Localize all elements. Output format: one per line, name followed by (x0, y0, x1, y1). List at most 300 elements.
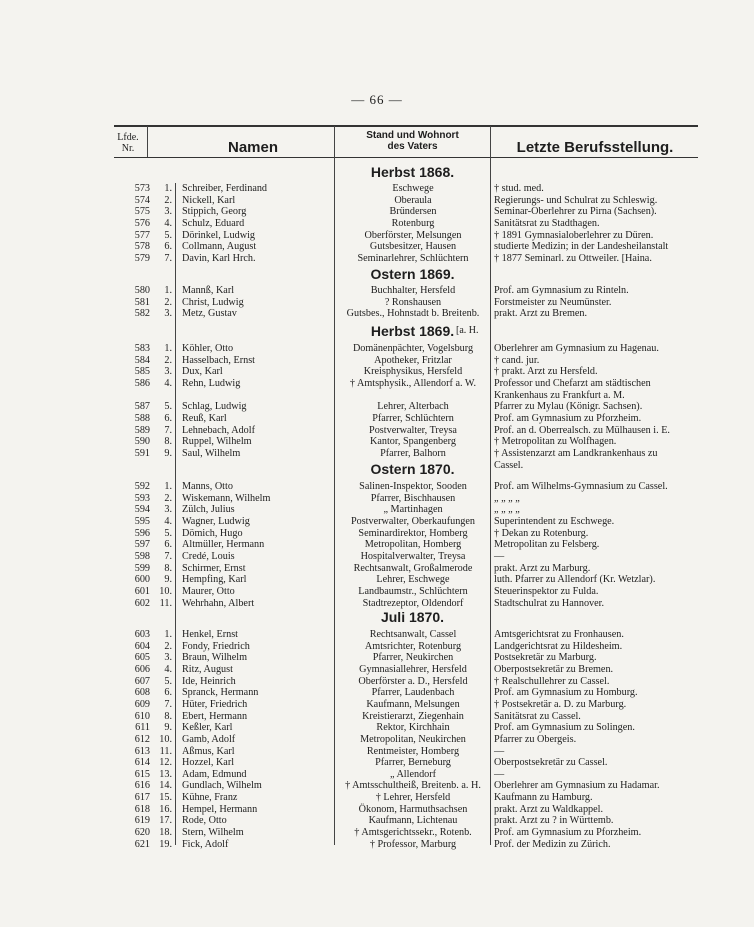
last-occupation: prakt. Arzt zu Waldkappel. (494, 803, 604, 815)
table-row (0, 839, 754, 851)
row-index: 9. (164, 447, 172, 459)
father-occupation: Pfarrer, Bischhausen (370, 492, 456, 504)
last-occupation: Prof. der Medizin zu Zürich. (494, 838, 611, 850)
row-index: 3. (164, 504, 172, 516)
table-row (0, 183, 754, 195)
father-occupation: † Amtsgerichtssekr., Rotenb. (354, 827, 472, 838)
last-occupation: Oberpostsekretär zu Cassel. (494, 757, 608, 769)
student-name: Dörinkel, Ludwig (182, 229, 255, 241)
row-number: 586 (134, 377, 150, 389)
row-index: 4. (164, 218, 172, 229)
last-occupation: Kaufmann zu Hamburg. (494, 792, 593, 804)
father-occupation: Oberförster, Melsungen (364, 229, 462, 241)
student-name: Hasselbach, Ernst (182, 354, 255, 366)
row-index: 12. (159, 757, 172, 769)
father-occupation: Ökonom, Harmuthsachsen (358, 803, 468, 815)
row-number: 615 (134, 768, 150, 780)
student-name: Aßmus, Karl (182, 745, 235, 757)
row-index: 2. (164, 492, 172, 504)
table-row (0, 241, 754, 253)
student-name: Christ, Ludwig (182, 296, 244, 308)
student-name: Davin, Karl Hrch. (182, 252, 256, 264)
row-index: 6. (164, 412, 172, 424)
last-occupation: Regierungs- und Schulrat zu Schleswig. (494, 194, 658, 206)
father-occupation: Buchhalter, Hersfeld (370, 285, 456, 296)
student-name: Dux, Karl (182, 366, 223, 378)
row-number: 610 (134, 710, 150, 722)
header-top-rule (114, 125, 698, 127)
row-number: 593 (134, 492, 150, 504)
row-number: 595 (134, 515, 150, 527)
student-name: Manns, Otto (182, 481, 233, 492)
last-occupation: Krankenhaus zu Frankfurt a. M. (494, 389, 625, 401)
last-occupation: † cand. jur. (494, 354, 540, 366)
student-name: Henkel, Ernst (182, 629, 239, 640)
row-index: 10. (159, 733, 172, 745)
father-occupation: Postverwalter, Treysa (369, 424, 457, 436)
row-number: 577 (134, 229, 150, 241)
last-occupation: † 1877 Seminarl. zu Ottweiler. [Haina. (494, 252, 652, 264)
row-index: 7. (164, 424, 172, 436)
row-index: 5. (164, 401, 172, 413)
father-occupation: Stadtrezeptor, Oldendorf (362, 597, 464, 609)
student-name: Wagner, Ludwig (182, 515, 250, 527)
student-name: Köhler, Otto (182, 343, 234, 354)
father-occupation: Oberförster a. D., Hersfeld (358, 675, 468, 687)
row-index: 4. (164, 377, 172, 389)
header-divider (147, 126, 148, 157)
header-stand-line2: des Vaters (387, 141, 438, 152)
row-number: 607 (134, 675, 150, 687)
header-bottom-rule (114, 157, 698, 158)
student-name: Stern, Wilhelm (182, 827, 244, 838)
last-occupation: † prakt. Arzt zu Hersfeld. (494, 366, 598, 378)
student-name: Hüter, Friedrich (182, 698, 248, 710)
table-row (0, 827, 754, 839)
last-occupation: Prof. am Wilhelms-Gymnasium zu Cassel. (494, 481, 668, 492)
father-occupation: Domänenpächter, Vogelsburg (352, 343, 474, 354)
row-number: 583 (134, 343, 150, 354)
row-number: 600 (134, 574, 150, 586)
row-index: 8. (164, 562, 172, 574)
father-occupation: † Amtsphysik., Allendorf a. W. (349, 377, 477, 389)
table-row (0, 687, 754, 699)
row-index: 9. (164, 574, 172, 586)
father-occupation: Salinen-Inspektor, Sooden (359, 481, 467, 492)
last-occupation: Superintendent zu Eschwege. (494, 515, 615, 527)
table-row (0, 757, 754, 769)
header-lfde-nr (114, 132, 142, 154)
row-index: 5. (164, 527, 172, 539)
last-occupation: prakt. Arzt zu Bremen. (494, 308, 588, 320)
father-occupation: Hospitalverwalter, Treysa (360, 550, 466, 562)
row-number: 584 (134, 354, 150, 366)
father-occupation: Kantor, Spangenberg (370, 436, 456, 448)
row-index: 4. (164, 663, 172, 675)
table-row (0, 230, 754, 242)
student-name: Schreiber, Ferdinand (182, 183, 268, 194)
table-row (0, 206, 754, 218)
row-index: 8. (164, 436, 172, 448)
table-row (0, 586, 754, 598)
father-occupation: Kreisphysikus, Hersfeld (363, 366, 463, 378)
father-occupation: Pfarrer, Laudenbach (371, 687, 455, 699)
last-occupation: „ „ „ „ (494, 492, 520, 504)
row-index: 10. (159, 585, 172, 597)
table-row (0, 780, 754, 792)
father-occupation: † Amtsschultheiß, Breitenb. a. H. (345, 780, 481, 792)
row-index: 6. (164, 687, 172, 699)
last-occupation: „ „ „ „ (494, 504, 520, 516)
row-number: 618 (134, 803, 150, 815)
father-occupation: ? Ronshausen (384, 296, 442, 308)
section-title: Juli 1870. (380, 609, 445, 625)
header-namen: Namen (227, 139, 279, 156)
table-row (0, 355, 754, 367)
father-occupation: „ Allendorf (389, 768, 437, 780)
row-index: 1. (164, 343, 172, 354)
row-number: 611 (135, 722, 150, 734)
table-row (0, 413, 754, 425)
table-row (0, 297, 754, 309)
row-number: 578 (134, 241, 150, 253)
last-occupation: Oberpostsekretär zu Bremen. (494, 663, 614, 675)
last-occupation: Cassel. (494, 459, 524, 471)
table-row (0, 722, 754, 734)
last-occupation: Pfarrer zu Obergeis. (494, 733, 577, 745)
row-index: 17. (159, 815, 172, 827)
row-number: 608 (134, 687, 150, 699)
last-occupation: Prof. am Gymnasium zu Homburg. (494, 687, 638, 699)
row-number: 574 (134, 194, 150, 206)
section-note: [a. H. (456, 325, 479, 336)
header-lfde: Lfde. (117, 132, 139, 143)
father-occupation: Metropolitan, Homberg (364, 539, 462, 551)
row-number: 617 (134, 792, 150, 804)
row-index: 9. (164, 722, 172, 734)
header-stand (335, 130, 490, 152)
row-index: 13. (159, 768, 172, 780)
student-name: Keßler, Karl (182, 722, 233, 734)
row-number: 592 (134, 481, 150, 492)
last-occupation: Metropolitan zu Felsberg. (494, 539, 600, 551)
row-number: 594 (134, 504, 150, 516)
row-number: 616 (134, 780, 150, 792)
father-occupation: Bründersen (389, 206, 437, 218)
table-row (0, 436, 754, 448)
father-occupation: Pfarrer, Neukirchen (372, 652, 454, 664)
student-name: Nickell, Karl (182, 194, 236, 206)
table-row (0, 711, 754, 723)
table-row (0, 218, 754, 230)
father-occupation: Apotheker, Fritzlar (374, 354, 452, 366)
row-index: 18. (159, 827, 172, 838)
row-number: 575 (134, 206, 150, 218)
row-number: 619 (134, 815, 150, 827)
row-number: 582 (134, 308, 150, 320)
last-occupation: Amtsgerichtsrat zu Fronhausen. (494, 629, 624, 640)
last-occupation: Sanitätsrat zu Cassel. (494, 710, 581, 722)
row-number: 585 (134, 366, 150, 378)
father-occupation: † Professor, Marburg (369, 838, 457, 850)
table-row (0, 746, 754, 758)
row-number: 573 (134, 183, 150, 194)
row-number: 597 (134, 539, 150, 551)
last-occupation: † Metropolitan zu Wolfhagen. (494, 436, 617, 448)
table-row (0, 401, 754, 413)
row-index: 6. (164, 241, 172, 253)
father-occupation: Postverwalter, Oberkaufungen (350, 515, 476, 527)
last-occupation: Oberlehrer am Gymnasium zu Hagenau. (494, 343, 659, 354)
last-occupation: † Realschullehrer zu Cassel. (494, 675, 610, 687)
father-occupation: Eschwege (392, 183, 434, 194)
row-number: 609 (134, 698, 150, 710)
student-name: Maurer, Otto (182, 585, 235, 597)
table-row (0, 734, 754, 746)
row-number: 601 (134, 585, 150, 597)
table-row (0, 676, 754, 688)
table-row (0, 551, 754, 563)
father-occupation: Pfarrer, Schlüchtern (372, 412, 454, 424)
student-name: Credé, Louis (182, 550, 235, 562)
student-name: Ruppel, Wilhelm (182, 436, 252, 448)
row-number: 581 (134, 296, 150, 308)
row-index: 2. (164, 296, 172, 308)
student-name: Altmüller, Hermann (182, 539, 265, 551)
table-row (0, 425, 754, 437)
row-number: 621 (134, 838, 150, 850)
student-name: Reuß, Karl (182, 412, 227, 424)
row-index: 3. (164, 366, 172, 378)
row-number: 614 (134, 757, 150, 769)
student-name: Ide, Heinrich (182, 675, 236, 687)
row-index: 3. (164, 308, 172, 320)
row-index: 7. (164, 252, 172, 264)
row-index: 16. (159, 803, 172, 815)
row-number: 587 (134, 401, 150, 413)
last-occupation: † Dekan zu Rotenburg. (494, 527, 589, 539)
row-index: 3. (164, 206, 172, 218)
row-number: 604 (134, 640, 150, 652)
row-number: 612 (134, 733, 150, 745)
table-row (0, 516, 754, 528)
father-occupation: Lehrer, Eschwege (376, 574, 450, 586)
student-name: Schlag, Ludwig (182, 401, 247, 413)
row-index: 7. (164, 698, 172, 710)
row-number: 579 (134, 252, 150, 264)
last-occupation: Seminar-Oberlehrer zu Pirna (Sachsen). (494, 206, 657, 218)
table-row (0, 481, 754, 493)
last-occupation: Pfarrer zu Mylau (Königr. Sachsen). (494, 401, 643, 413)
table-row (0, 699, 754, 711)
student-name: Gundlach, Wilhelm (182, 780, 262, 792)
section-title: Herbst 1868. (370, 164, 455, 180)
header-nr: Nr. (121, 143, 135, 154)
table-row (0, 792, 754, 804)
last-occupation: Landgerichtsrat zu Hildesheim. (494, 640, 623, 652)
table-row (0, 769, 754, 781)
father-occupation: Lehrer, Alterbach (377, 401, 449, 413)
student-name: Ebert, Hermann (182, 710, 248, 722)
row-number: 620 (134, 827, 150, 838)
row-index: 5. (164, 229, 172, 241)
student-name: Fondy, Friedrich (182, 640, 250, 652)
father-occupation: Rechtsanwalt, Großalmerode (353, 562, 473, 574)
section-title: Herbst 1869. (370, 323, 455, 339)
student-name: Hempel, Hermann (182, 803, 258, 815)
father-occupation: Kaufmann, Lichtenau (368, 815, 458, 827)
row-number: 599 (134, 562, 150, 574)
table-row (0, 815, 754, 827)
student-name: Gamb, Adolf (182, 733, 236, 745)
father-occupation: Seminardirektor, Homberg (358, 527, 468, 539)
row-index: 11. (159, 597, 172, 609)
father-occupation: Pfarrer, Balhorn (380, 447, 446, 459)
table-row (0, 664, 754, 676)
father-occupation: Rechtsanwalt, Cassel (369, 629, 457, 640)
header-letzte-berufsstellung: Letzte Berufsstellung. (516, 139, 674, 156)
father-occupation: † Lehrer, Hersfeld (375, 792, 451, 804)
row-number: 602 (134, 597, 150, 609)
last-occupation: — (494, 745, 505, 757)
last-occupation: Prof. am Gymnasium zu Pforzheim. (494, 412, 642, 424)
last-occupation: Prof. an d. Oberrealsch. zu Mülhausen i. E. (494, 424, 670, 436)
row-index: 15. (159, 792, 172, 804)
student-name: Collmann, August (182, 241, 257, 253)
father-occupation: Metropolitan, Neukirchen (360, 733, 466, 745)
header-stand-line1: Stand und Wohnort (366, 130, 459, 141)
student-name: Adam, Edmund (182, 768, 247, 780)
last-occupation: studierte Medizin; in der Landesheilanstalt (494, 241, 669, 253)
table-row (0, 652, 754, 664)
last-occupation: — (494, 768, 505, 780)
row-number: 603 (134, 629, 150, 640)
row-number: 591 (134, 447, 150, 459)
last-occupation: Stadtschulrat zu Hannover. (494, 597, 605, 609)
row-index: 7. (164, 550, 172, 562)
table-row (0, 528, 754, 540)
father-occupation: Pfarrer, Berneburg (375, 757, 451, 769)
last-occupation: Oberlehrer am Gymnasium zu Hadamar. (494, 780, 660, 792)
father-occupation: Rektor, Kirchhain (376, 722, 450, 734)
student-name: Schirmer, Ernst (182, 562, 246, 574)
page-number: — 66 — (351, 92, 403, 107)
table-row (0, 629, 754, 641)
student-name: Lehnebach, Adolf (182, 424, 255, 436)
table-row (0, 343, 754, 355)
table-row (0, 493, 754, 505)
row-number: 606 (134, 663, 150, 675)
table-row (0, 641, 754, 653)
last-occupation: Steuerinspektor zu Fulda. (494, 585, 599, 597)
row-index: 8. (164, 710, 172, 722)
father-occupation: Amtsrichter, Rotenburg (364, 640, 462, 652)
student-name: Rode, Otto (182, 815, 227, 827)
last-occupation: Prof. am Gymnasium zu Solingen. (494, 722, 635, 734)
student-name: Fick, Adolf (182, 838, 229, 850)
table-row (0, 448, 754, 460)
student-name: Hempfing, Karl (182, 574, 247, 586)
father-occupation: Kreistierarzt, Ziegenhain (362, 710, 464, 722)
row-number: 588 (134, 412, 150, 424)
student-name: Mannß, Karl (182, 285, 235, 296)
row-index: 1. (164, 183, 172, 194)
table-row (0, 563, 754, 575)
row-index: 1. (164, 481, 172, 492)
last-occupation: Postsekretär zu Marburg. (494, 652, 597, 664)
last-occupation: — (494, 550, 505, 562)
row-index: 4. (164, 515, 172, 527)
table-row (0, 366, 754, 378)
last-occupation: † Postsekretär a. D. zu Marburg. (494, 698, 627, 710)
row-index: 2. (164, 640, 172, 652)
row-index: 6. (164, 539, 172, 551)
last-occupation: luth. Pfarrer zu Allendorf (Kr. Wetzlar). (494, 574, 656, 586)
row-index: 5. (164, 675, 172, 687)
last-occupation: † stud. med. (494, 183, 544, 194)
row-number: 598 (134, 550, 150, 562)
father-occupation: Seminarlehrer, Schlüchtern (357, 252, 469, 264)
last-occupation: † 1891 Gymnasialoberlehrer zu Düren. (494, 229, 654, 241)
row-index: 3. (164, 652, 172, 664)
student-name: Braun, Wilhelm (182, 652, 248, 664)
father-occupation: Kaufmann, Melsungen (366, 698, 460, 710)
last-occupation: Prof. am Gymnasium zu Pforzheim. (494, 827, 642, 838)
row-index: 1. (164, 285, 172, 296)
student-name: Spranck, Hermann (182, 687, 259, 699)
row-index: 2. (164, 354, 172, 366)
row-number: 590 (134, 436, 150, 448)
father-occupation: Landbaumstr., Schlüchtern (358, 585, 468, 597)
student-name: Schulz, Eduard (182, 218, 245, 229)
student-name: Dömich, Hugo (182, 527, 243, 539)
student-name: Kühne, Franz (182, 792, 238, 804)
father-occupation: Rotenburg (391, 218, 435, 229)
row-index: 1. (164, 629, 172, 640)
student-name: Rehn, Ludwig (182, 377, 241, 389)
table-row (0, 378, 754, 390)
student-name: Stippich, Georg (182, 206, 247, 218)
row-number: 605 (134, 652, 150, 664)
table-row (0, 804, 754, 816)
table-row (0, 308, 754, 320)
last-occupation: Sanitätsrat zu Stadthagen. (494, 218, 600, 229)
father-occupation: Gymnasiallehrer, Hersfeld (359, 663, 467, 675)
table-row (0, 574, 754, 586)
last-occupation: prakt. Arzt zu Marburg. (494, 562, 591, 574)
student-name: Ritz, August (182, 663, 233, 675)
table-row (0, 253, 754, 265)
table-row (0, 598, 754, 610)
row-index: 11. (159, 745, 172, 757)
row-number: 580 (134, 285, 150, 296)
table-row (0, 539, 754, 551)
father-occupation: „ Martinhagen (383, 504, 443, 516)
section-title: Ostern 1870. (370, 461, 455, 477)
student-name: Zülch, Julius (182, 504, 235, 516)
father-occupation: Rentmeister, Homberg (366, 745, 460, 757)
last-occupation: † Assistenzarzt am Landkrankenhaus zu (494, 447, 658, 459)
row-index: 19. (159, 838, 172, 850)
father-occupation: Gutsbesitzer, Hausen (369, 241, 457, 253)
row-number: 596 (134, 527, 150, 539)
student-name: Wiskemann, Wilhelm (182, 492, 271, 504)
last-occupation: prakt. Arzt zu ? in Württemb. (494, 815, 614, 827)
last-occupation: Forstmeister zu Neumünster. (494, 296, 612, 308)
table-row (0, 285, 754, 297)
last-occupation: Professor und Chefarzt am städtischen (494, 377, 651, 389)
row-number: 613 (134, 745, 150, 757)
